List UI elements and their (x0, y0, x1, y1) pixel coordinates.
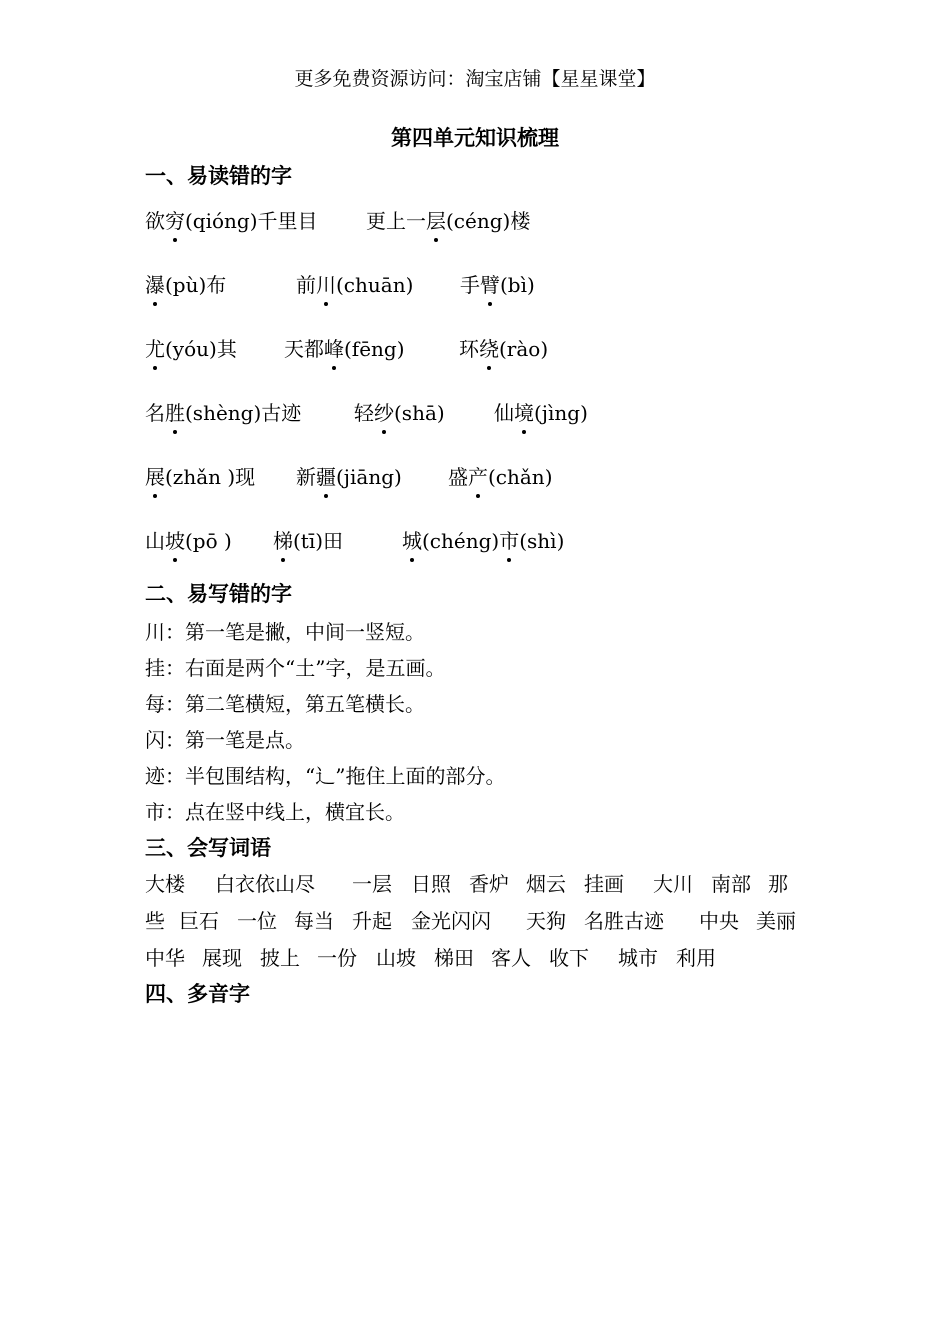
misread-entry: 仙境(jìng) (494, 401, 588, 425)
writing-tip: 挂：右面是两个“土”字，是五画。 (145, 656, 446, 680)
misread-entry: 更上一层(céng)楼 (366, 209, 531, 233)
misread-entry: 梯(tī)田 (273, 529, 344, 553)
section-heading-vocabulary: 三、会写词语 (145, 836, 271, 860)
emphasis-char: 川 (316, 273, 336, 297)
vocab-word: 山坡 (376, 946, 416, 970)
vocab-word: 天狗 (526, 909, 566, 933)
writing-tip: 闪：第一笔是点。 (145, 728, 305, 752)
vocab-word: 南部 (711, 872, 751, 896)
misread-entry: 尤(yóu)其 (145, 337, 237, 361)
misread-entry: 新疆(jiāng) (296, 465, 402, 489)
vocab-word: 那 (768, 872, 788, 896)
page-title: 第四单元知识梳理 (391, 126, 559, 150)
writing-tip: 每：第二笔横短，第五笔横长。 (145, 692, 425, 716)
misread-entry: 城(chéng)市(shì) (402, 529, 565, 553)
misread-entry: 盛产(chǎn) (448, 465, 553, 489)
vocab-word: 利用 (676, 946, 716, 970)
vocab-word: 中华 (145, 946, 185, 970)
vocab-word: 披上 (260, 946, 300, 970)
vocab-word: 升起 (352, 909, 392, 933)
misread-entry: 环绕(rào) (459, 337, 549, 361)
emphasis-char: 胜 (165, 401, 185, 425)
vocab-word: 每当 (294, 909, 334, 933)
vocab-word: 日照 (411, 872, 451, 896)
emphasis-char: 纱 (374, 401, 394, 425)
emphasis-char: 市 (499, 529, 520, 553)
emphasis-char: 梯 (273, 529, 293, 553)
vocab-word: 一层 (352, 872, 392, 896)
emphasis-char: 层 (426, 209, 446, 233)
emphasis-char: 城 (402, 529, 422, 553)
writing-tip: 迹：半包围结构，“辶”拖住上面的部分。 (145, 764, 506, 788)
vocab-word: 客人 (491, 946, 531, 970)
misread-entry: 手臂(bì) (460, 273, 535, 297)
vocab-word: 一份 (317, 946, 357, 970)
vocab-word: 巨石 (179, 909, 219, 933)
emphasis-char: 绕 (479, 337, 499, 361)
vocab-word: 白衣依山尽 (215, 872, 315, 896)
emphasis-char: 臂 (480, 273, 500, 297)
vocab-word: 挂画 (584, 872, 624, 896)
misread-entry: 瀑(pù)布 (145, 273, 227, 297)
misread-entry: 天都峰(fēng) (284, 337, 405, 361)
vocab-word: 大楼 (145, 872, 185, 896)
misread-entry: 展(zhǎn )现 (145, 465, 256, 489)
emphasis-char: 疆 (316, 465, 336, 489)
emphasis-char: 产 (468, 465, 488, 489)
emphasis-char: 坡 (165, 529, 185, 553)
vocab-word: 收下 (549, 946, 589, 970)
emphasis-char: 峰 (324, 337, 344, 361)
vocab-word: 烟云 (526, 872, 566, 896)
vocab-word: 美丽 (756, 909, 796, 933)
emphasis-char: 展 (145, 465, 165, 489)
resource-header: 更多免费资源访问：淘宝店铺【星星课堂】 (294, 68, 656, 90)
vocab-word: 大川 (653, 872, 693, 896)
vocab-word: 名胜古迹 (584, 909, 664, 933)
vocab-word: 城市 (618, 946, 658, 970)
vocab-word: 些 (145, 909, 165, 933)
misread-entry: 山坡(pō ) (145, 529, 232, 553)
emphasis-char: 瀑 (145, 273, 165, 297)
emphasis-char: 穷 (165, 209, 185, 233)
emphasis-char: 境 (514, 401, 534, 425)
section-heading-miswritten: 二、易写错的字 (145, 582, 292, 606)
section-heading-polyphonic: 四、多音字 (145, 982, 250, 1006)
writing-tip: 市：点在竖中线上，横宜长。 (145, 800, 405, 824)
section-heading-misread: 一、易读错的字 (145, 164, 292, 188)
vocab-word: 香炉 (469, 872, 509, 896)
misread-entry: 轻纱(shā) (354, 401, 445, 425)
vocab-word: 展现 (202, 946, 242, 970)
vocab-word: 一位 (237, 909, 277, 933)
misread-entry: 欲穷(qióng)千里目 (145, 209, 318, 233)
writing-tip: 川：第一笔是撇，中间一竖短。 (145, 620, 425, 644)
misread-entry: 前川(chuān) (296, 273, 414, 297)
emphasis-char: 尤 (145, 337, 165, 361)
vocab-word: 中央 (699, 909, 739, 933)
misread-entry: 名胜(shèng)古迹 (145, 401, 302, 425)
vocab-word: 梯田 (434, 946, 474, 970)
vocab-word: 金光闪闪 (411, 909, 491, 933)
